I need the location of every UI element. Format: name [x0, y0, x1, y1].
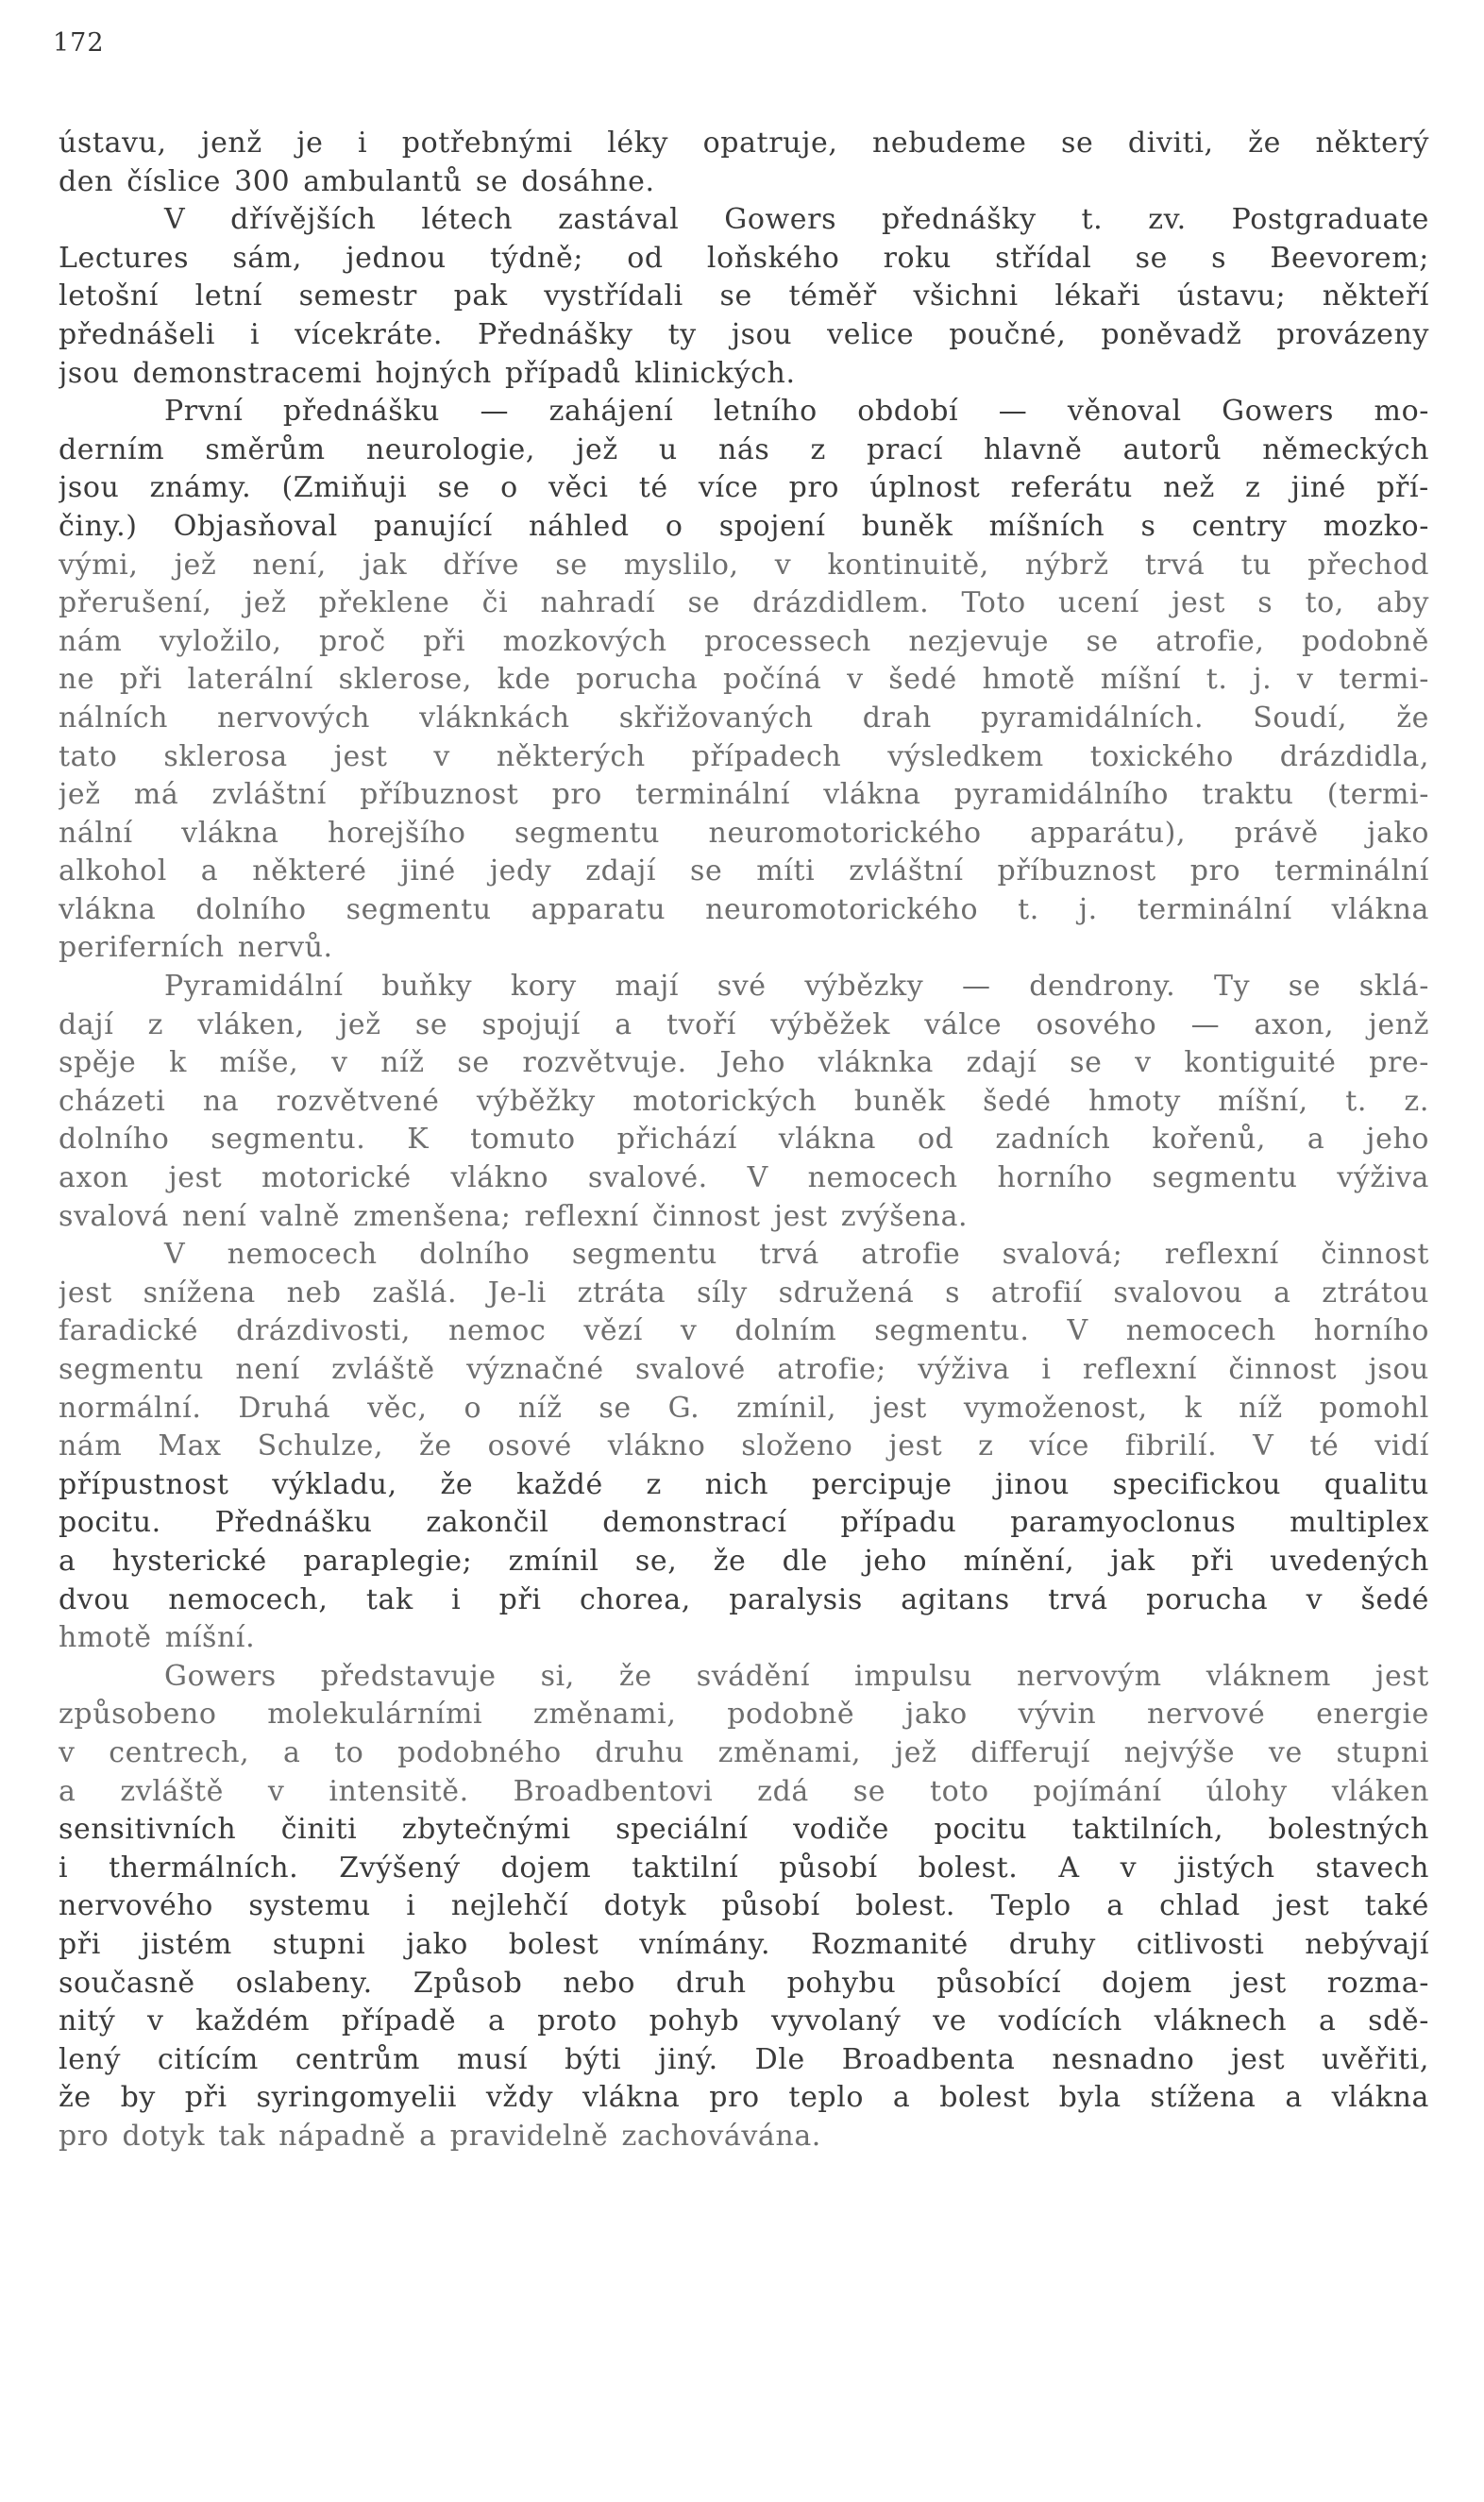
text-line: nální vlákna horejšího segmentu neuromotorického apparátu), právě jako	[59, 816, 1429, 850]
text-line: současně oslabeny. Způsob nebo druh pohybu působící dojem jest rozma-	[59, 1966, 1429, 2000]
text-line: den číslice 300 ambulantů se dosáhne.	[59, 164, 655, 198]
text-line: nám Max Schulze, že osové vlákno složeno jest z více fibrilí. V té vidí	[59, 1429, 1429, 1463]
text-line: V dřívějších létech zastával Gowers přednášky t. zv. Postgraduate	[164, 203, 1429, 237]
text-line: v centrech, a to podobného druhu změnami, jež differují nejvýše ve stupni	[59, 1735, 1429, 1769]
text-line: sensitivních činiti zbytečnými speciální vodiče pocitu taktilních, bolestných	[59, 1813, 1429, 1847]
text-line: jsou demonstracemi hojných případů klinických.	[59, 356, 796, 390]
text-line: vlákna dolního segmentu apparatu neuromotorického t. j. terminální vlákna	[59, 892, 1429, 926]
text-line: jež má zvláštní příbuznost pro terminální vlákna pyramidálního traktu (termi-	[59, 778, 1429, 812]
text-line: faradické drázdivosti, nemoc vězí v dolním segmentu. V nemocech horního	[59, 1314, 1429, 1348]
text-line: způsobeno molekulárními změnami, podobně jako vývin nervové energie	[59, 1698, 1429, 1732]
text-line: Gowers představuje si, že svádění impulsu nervovým vláknem jest	[164, 1659, 1429, 1693]
text-line: lený citícím centrům musí býti jiný. Dle Broadbenta nesnadno jest uvěřiti,	[59, 2042, 1429, 2076]
text-line: alkohol a některé jiné jedy zdají se míti zvláštní příbuznost pro terminální	[59, 854, 1429, 888]
text-line: ne při laterální sklerose, kde porucha počíná v šedé hmotě míšní t. j. v termi-	[59, 663, 1429, 697]
text-line: spěje k míše, v níž se rozvětvuje. Jeho vláknka zdají se v kontiguité pre-	[59, 1046, 1429, 1080]
text-line: přípustnost výkladu, že každé z nich percipuje jinou specifickou qualitu	[59, 1467, 1429, 1501]
text-line: dvou nemocech, tak i při chorea, paralysis agitans trvá porucha v šedé	[59, 1582, 1429, 1616]
text-line: přednášeli i vícekráte. Přednášky ty jsou velice poučné, poněvadž provázeny	[59, 317, 1429, 351]
text-line: přerušení, jež překlene či nahradí se drázdidlem. Toto ucení jest s to, aby	[59, 586, 1429, 620]
text-line: axon jest motorické vlákno svalové. V nemocech horního segmentu výživa	[59, 1161, 1429, 1195]
text-line: pro dotyk tak nápadně a pravidelně zachovávána.	[59, 2119, 821, 2153]
body-text	[59, 125, 1429, 2155]
text-line: derním směrům neurologie, jež u nás z prací hlavně autorů německých	[59, 432, 1429, 466]
text-line: Lectures sám, jednou týdně; od loňského roku střídal se s Beevorem;	[59, 241, 1429, 275]
text-line: První přednášku — zahájení letního období — věnoval Gowers mo-	[164, 395, 1429, 429]
text-line: při jistém stupni jako bolest vnímány. Rozmanité druhy citlivosti nebývají	[59, 1927, 1429, 1961]
text-line: že by při syringomyelii vždy vlákna pro teplo a bolest byla stížena a vlákna	[59, 2081, 1429, 2115]
text-line: i thermálních. Zvýšený dojem taktilní působí bolest. A v jistých stavech	[59, 1851, 1429, 1885]
text-line: ústavu, jenž je i potřebnými léky opatruje, nebudeme se diviti, že některý	[59, 127, 1429, 160]
text-line: jsou známy. (Zmiňuji se o věci té více pro úplnost referátu než z jiné pří-	[59, 471, 1429, 505]
text-line: a zvláště v intensitě. Broadbentovi zdá se toto pojímání úlohy vláken	[59, 1774, 1429, 1808]
text-line: nitý v každém případě a proto pohyb vyvolaný ve vodících vláknech a sdě-	[59, 2004, 1429, 2038]
text-line: vými, jež není, jak dříve se myslilo, v kontinuitě, nýbrž trvá tu přechod	[59, 548, 1429, 582]
text-line: segmentu není zvláště význačné svalové atrofie; výživa i reflexní činnost jsou	[59, 1353, 1429, 1386]
text-line: nám vyložilo, proč při mozkových processech nezjevuje se atrofie, podobně	[59, 624, 1429, 658]
text-line: svalová není valně zmenšena; reflexní činnost jest zvýšena.	[59, 1199, 969, 1233]
text-line: hmotě míšní.	[59, 1621, 256, 1655]
text-line: pocitu. Přednášku zakončil demonstrací případu paramyoclonus multiplex	[59, 1506, 1429, 1540]
text-line: a hysterické paraplegie; zmínil se, že dle jeho mínění, jak při uvedených	[59, 1544, 1429, 1578]
text-line: dolního segmentu. K tomuto přichází vlákna od zadních kořenů, a jeho	[59, 1123, 1429, 1157]
text-line: periferních nervů.	[59, 931, 333, 965]
text-line: činy.) Objasňoval panující náhled o spojení buněk míšních s centry mozko-	[59, 509, 1429, 543]
text-line: jest snížena neb zašlá. Je-li ztráta síly sdružená s atrofií svalovou a ztrátou	[59, 1276, 1429, 1310]
text-line: nálních nervových vláknkách skřižovaných drah pyramidálních. Soudí, že	[59, 701, 1429, 735]
page-number: 172	[53, 28, 105, 58]
text-line: tato sklerosa jest v některých případech výsledkem toxického drázdidla,	[59, 739, 1429, 773]
text-line: letošní letní semestr pak vystřídali se téměř všichni lékaři ústavu; někteří	[59, 279, 1429, 313]
text-line: dají z vláken, jež se spojují a tvoří výběžek válce osového — axon, jenž	[59, 1007, 1429, 1041]
text-line: V nemocech dolního segmentu trvá atrofie svalová; reflexní činnost	[164, 1238, 1429, 1272]
text-line: cházeti na rozvětvené výběžky motorických buněk šedé hmoty míšní, t. z.	[59, 1084, 1429, 1118]
text-line: nervového systemu i nejlehčí dotyk působí bolest. Teplo a chlad jest také	[59, 1889, 1429, 1923]
text-line: normální. Druhá věc, o níž se G. zmínil, jest vymoženost, k níž pomohl	[59, 1391, 1429, 1425]
text-line: Pyramidální buňky kory mají své výbězky — dendrony. Ty se sklá-	[164, 970, 1429, 1004]
